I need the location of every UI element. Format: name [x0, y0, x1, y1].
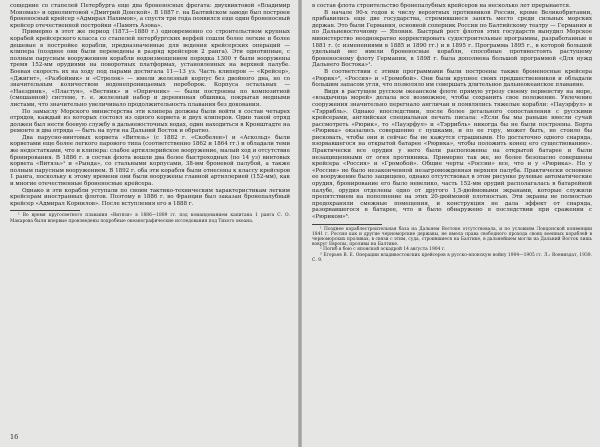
- right-paragraph: В начале 90-х годов к числу вероятных противников России, кроме Великобритании, прибавились еще две государства, стремившиеся занять место среди сильных морских держав. Это были Германия, основной соперник России по Балтийскому театру — Германия и по Дальневосточному — Япония. Быстрый рост флотов этих государств вынудил Морское министерство неоднократно корректировать судостроительные программы, разработанные в 1881 г. (с изменениями в 1885 и 1890 гг.) и в 1895 г. Программа 1895 г., в которой большой удельный вес имели броненосные корабли, способные противостоять растущему броненосному флоту Германии, в 1898 г. была дополнена большой программой «Для нужд Дальнего Востока»¹.: [312, 9, 592, 69]
- right-paragraph: Видя в растущем русском океанском флоте прямую угрозу своему первенству на море, «владычица морей» делала все возможное, чтобы сохранить свое положение. Увлечение сооружения значительно перегнало англичан и появлялись тяжелые корабли: «Пауэрфул» и «Тэррибль». Однако впоследствии, после более детального сопоставления с русскими крейсерами, английская специальная печать писала: «Если бы мы раньше внесли сучай рассмотреть «Рюрик», то «Пауэрфул» и «Тэррибль» никогда бы не были построены. Борта «Рюрика» оказались совершенно с пушками, и по ее гору, может быть, не стоило бы рисковать, чтобы они и сейчас бы не кажутся страшными. Но достаточно одного снаряда, взорвавшегося на открытой батарее «Рюрика», чтобы положить конец его существованию». Практически все орудия у него были расположены на открытой батарее и были незащищенными от огня противника. Примерно так же, но более безопасно совершены крейсера «Россия» и «Громобой». Общие черты «России» все, что и у «Рюрика». Но у «России» не было незаконченной незагроможденная верхняя палуба. Практически основное ее вооружение было защищено, однако отсутствовал в этом рисунке рулевые автоматические орудия, бронирование его было невелико, часть 152-мм орудий располагалась в батарейной палубе, орудия отделены одно от другого 1,5-дюймовыми экранами, которые служили препятствием на пополнение на этих 20-дюймовой плотностью. Эти экраны не полностью предохраняли смежные помещения, и конструкция не дала эффект от снаряда, разорвавшегося в батарее, что и было обнаружено в последствии при сражении с «Рюриком»³.: [312, 88, 592, 220]
- left-footnotes: [10, 213, 290, 223]
- right-footnotes: [312, 227, 592, 263]
- left-paragraph: сощедние со стапелей Петербурга еще два броненосных фрегата: двухвинтовой «Владимир Мономах» и однолинтовой «Дмитрий Донской». В 1887 г. на Балтийском заводе был построен броненосный крейсер «Адмирал Нахимов», а спустя три года появился еще один броненосный крейсер отечественной постройки «Память Азова».: [10, 3, 290, 29]
- footnote: ¹ Позднее кораблестроительная база на Дальнем Востоке отсутствовала, и по условиям Лондонской конвенции 1841 г. Россия как и другие черноморские державы, не имела права свободного прохода своих военных кораблей в черноморских проливах, в связи с этим, суда, строившиеся на Балтике, в дальнейшем могли на Дальний Восток лишь вокруг Европы, проливы на Балтике.: [312, 226, 592, 248]
- footnote: ¹ Во время кругосветного плавания «Витязя» в 1886—1889 гг. под командованием капитана 1 ранга С. О. Макарова были впервые произведены подробные океанографические исследования под Тихого океана.: [10, 213, 290, 224]
- right-paragraph: В соответствии с этими программами были построены также броненосные крейсера «Рюрик»², «Россия» и «Громобой». Они были крупнее своих предшественников и обладали большим запасом угля, что позволяло им совершать длительное дальнеокеанское плавание.: [312, 68, 592, 89]
- left-paragraph: Два парусно-винтовых корвета «Витязь» (с 1882 г. «Скобелев») и «Аскольд» были корветами еще более легкого парового типа (соответственно 1862 и 1864 гг.) и обладали теми же недостатками, что и клипера: слабое артиллерийское вооружение, малый ход и отсутствие бронирования. В 1886 г. в состав флота вошли два более быстроходных (по 14 уз) винтовых корвета «Витязь»¹ и «Рында», со стальными корпусами, 38-мм броневой палубой, а также полным парусным вооружением. В 1892 г. оба эти корабля были отнесены к классу крейсеров 1 ранга, поскольку к этому времени они были вооружены главной артиллерией (152-мм), как и многие отечественные броненосные крейсера.: [10, 134, 290, 188]
- page-number: 16: [10, 433, 19, 441]
- left-body-text: [10, 3, 290, 207]
- footnote-rule: [312, 224, 382, 225]
- left-paragraph: Примерно в этот же период (1873—1880 г.) одновременно со строительством крупных корабей крейсерского класса со стапелей петербургских верфей сошли более легкие и более дешевые в постройке корабли, предназначенные для ведения крейсерских операций — клипера (позднее они были переведены в разряд крейсеров 2 ранга). Эти однотипные, с полным парусным вооружением корабли водоизмещением порядка 1300 т были вооружены тремя 152-мм орудиями на поворотных платформах, установленных на верхней палубе. Боевая скорость их на ходу под парами достигала 11—13 уз. Часть клиперов — «Крейсер», «Джигит», «Разбойник» и «Стрелок» — имели железный корпус без двойного дна, но со значительным количеством водонепроницаемых переборок. Корпуса остальных — «Наездник», «Пластун», «Вестник» и «Опричник» — были построены по композитной (смешанной) системе, т. е. железный набор и деревянная обшивка, покрытая медными листами, что значительно увеличивало продолжительность плавания без докования.: [10, 29, 290, 108]
- left-paragraph: Однако и эти корабли уступали по своим тактико-техническим характеристикам легким крейсерам иностранных флотов. Поэтому в 1886 г. во Франции был заказан бронепалубный крейсер «Адмирал Корнилов». После вступления его в 1888 г.: [10, 187, 290, 207]
- right-paragraph: в состав флота строительство бронепалубных крейсеров на несколько лет прерывается.: [312, 3, 571, 9]
- left-page: [0, 0, 298, 447]
- right-body-text: [312, 3, 592, 221]
- footnote: ² Погиб в бою с японской эскадрой 14 августа 1904 г.: [320, 247, 446, 253]
- left-paragraph: По замыслу Морского министерства эти клипера должны были войти в состав четырех отрядов, каждый из которых состоял из одного корвета и двух клиперов. Один такой отряд должен был нести боевую службу в дальневосточных водах, один находиться в Кронштадте на ремонте и два отряда — быть на пути на Дальний Восток и обратно.: [10, 108, 290, 135]
- footnote-rule: [10, 210, 80, 211]
- right-page: [302, 0, 600, 447]
- footnote: ³ Егорьев В. Е. Операции владивостокских крейсеров в русско-японскую войну 1904—1905 гг. Л.: Воениздат, 1939. С. 9.: [312, 252, 592, 263]
